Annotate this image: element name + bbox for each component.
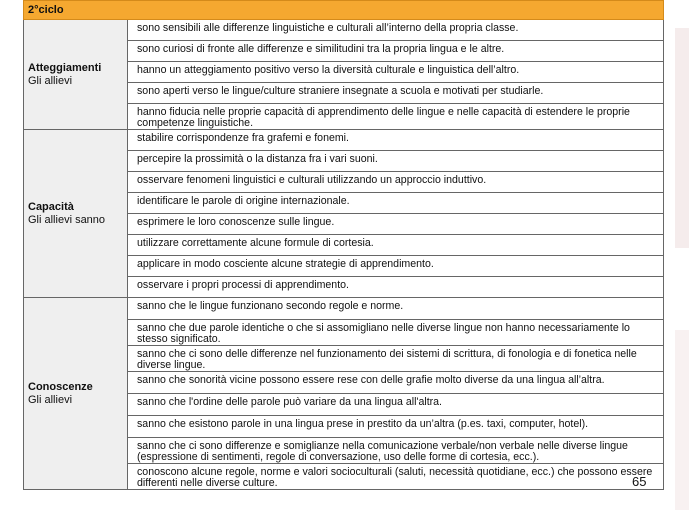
table-row: sono sensibili alle differenze linguistiche e culturali all’interno della propria classe.: [128, 20, 663, 41]
cycle-header: 2°ciclo: [23, 0, 664, 20]
table-row: sanno che ci sono delle differenze nel funzionamento dei sistemi di scrittura, di fonologia e di fonetica nelle diverse lingue.: [128, 346, 663, 372]
category-title: Atteggiamenti: [28, 61, 102, 74]
page-number: 65: [632, 474, 647, 489]
table-row: sanno che le lingue funzionano secondo regole e norme.: [128, 298, 663, 320]
category-cell: [24, 130, 128, 298]
table-row: hanno fiducia nelle proprie capacità di apprendimento delle lingue e nelle capacità di estendere le proprie competenze linguistiche.: [128, 104, 663, 130]
item-list: [128, 20, 663, 130]
category-title: Conoscenze: [28, 380, 93, 393]
table-row: sanno che l'ordine delle parole può variare da una lingua all'altra.: [128, 394, 663, 416]
table-row: stabilire corrispondenze fra grafemi e fonemi.: [128, 130, 663, 151]
table-row: identificare le parole di origine internazionale.: [128, 193, 663, 214]
item-list: [128, 130, 663, 298]
background-decoration: [675, 28, 689, 248]
table-row: conoscono alcune regole, norme e valori socioculturali (saluti, necessità quotidiane, ecc.) che possono essere differenti nelle diverse culture.: [128, 464, 663, 490]
category-cell: [24, 20, 128, 130]
category-title: Capacità: [28, 200, 74, 213]
section-conoscenze: [23, 298, 664, 490]
table-row: sanno che ci sono differenze e somiglianze nella comunicazione verbale/non verbale nelle diverse lingue (espressione di sentimenti, regole di conversazione, uso delle forme di cortesia, ecc.).: [128, 438, 663, 464]
table-row: sanno che due parole identiche o che si assomigliano nelle diverse lingue non hanno necessariamente lo stesso significato.: [128, 320, 663, 346]
table-row: osservare fenomeni linguistici e culturali utilizzando un approccio induttivo.: [128, 172, 663, 193]
category-subtitle: Gli allievi: [28, 74, 73, 87]
table-row: esprimere le loro conoscenze sulle lingue.: [128, 214, 663, 235]
table-row: sanno che esistono parole in una lingua prese in prestito da un’altra (p.es. taxi, computer, hotel).: [128, 416, 663, 438]
table-row: sono curiosi di fronte alle differenze e similitudini tra la propria lingua e le altre.: [128, 41, 663, 62]
table-row: sono aperti verso le lingue/culture straniere insegnate a scuola e motivati per studiarle.: [128, 83, 663, 104]
category-cell: [24, 298, 128, 490]
table-row: utilizzare correttamente alcune formule di cortesia.: [128, 235, 663, 256]
table-row: hanno un atteggiamento positivo verso la diversità culturale e linguistica dell’altro.: [128, 62, 663, 83]
item-list: [128, 298, 663, 490]
competence-table: [23, 0, 664, 517]
table-row: applicare in modo cosciente alcune strategie di apprendimento.: [128, 256, 663, 277]
table-row: sanno che sonorità vicine possono essere rese con delle grafie molto diverse da una lingua all’altra.: [128, 372, 663, 394]
table-row: osservare i propri processi di apprendimento.: [128, 277, 663, 298]
background-decoration: [675, 330, 689, 510]
section-atteggiamenti: [23, 20, 664, 130]
category-subtitle: Gli allievi sanno: [28, 213, 106, 226]
category-subtitle: Gli allievi: [28, 393, 73, 406]
table-row: percepire la prossimità o la distanza fra i vari suoni.: [128, 151, 663, 172]
section-capacita: [23, 130, 664, 298]
